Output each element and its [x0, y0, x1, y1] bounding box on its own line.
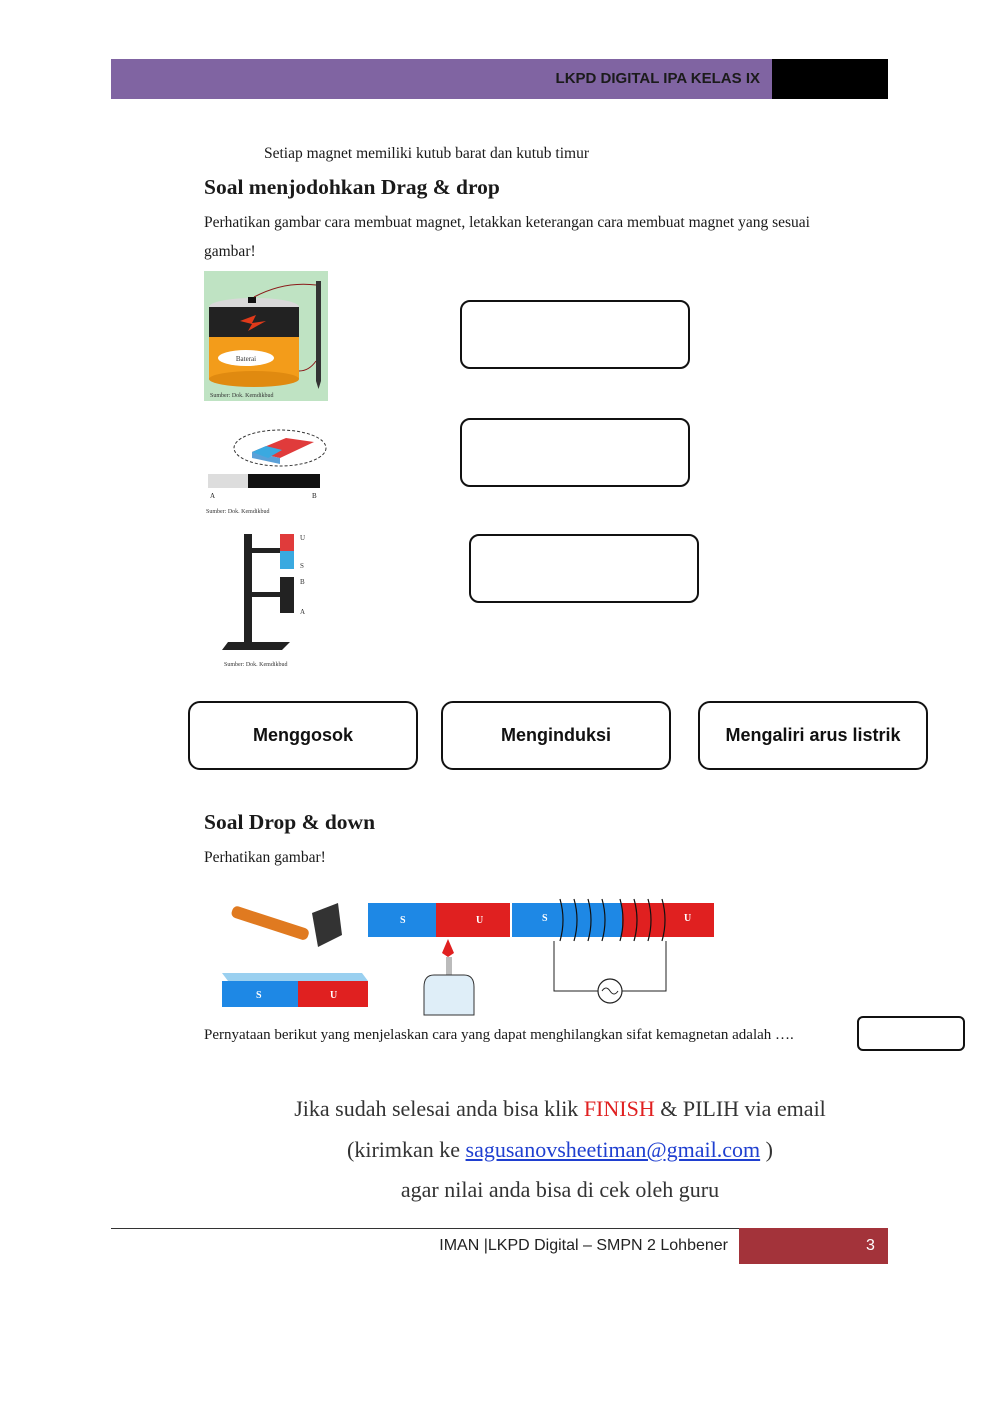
closing-line1-after: & PILIH via email — [654, 1096, 826, 1121]
magnet1-pole-s: S — [256, 990, 262, 1001]
closing-line2-after: ) — [760, 1137, 773, 1162]
section1-instruction-line2: gambar! — [204, 243, 256, 260]
image3-caption: Sumber: Dok. Kemdikbud — [224, 662, 288, 668]
battery-nail-image — [204, 271, 328, 401]
page-number: 3 — [866, 1237, 875, 1254]
answer-dropdown[interactable] — [857, 1016, 965, 1051]
closing-line2 — [60, 1137, 1000, 1163]
intro-line: Setiap magnet memiliki kutub barat dan kutub timur — [264, 145, 590, 162]
footer-divider — [111, 1228, 739, 1229]
image1-caption: Sumber: Dok. Kemdikbud — [210, 393, 274, 399]
magnet2-pole-u: U — [476, 915, 484, 926]
demagnetize-illustration — [220, 895, 720, 1020]
email-link[interactable]: sagusanovsheetiman@gmail.com — [465, 1137, 761, 1162]
magnet3-pole-s: S — [542, 913, 548, 924]
section2-question: Pernyataan berikut yang menjelaskan cara yang dapat menghilangkan sifat kemagnetan adalah …. — [204, 1027, 794, 1043]
image2-label-b: B — [312, 492, 317, 500]
choice-menggosok[interactable]: Menggosok — [188, 701, 418, 770]
finish-text: FINISH — [583, 1096, 655, 1121]
closing-line1 — [60, 1096, 1000, 1122]
closing-line1-before: Jika sudah selesai anda bisa klik — [294, 1096, 584, 1121]
image2-caption: Sumber: Dok. Kemdikbud — [206, 509, 270, 515]
image3-label-b: B — [300, 578, 305, 586]
footer-text: IMAN |LKPD Digital – SMPN 2 Lohbener — [439, 1237, 728, 1254]
closing-line2-before: (kirimkan ke — [347, 1137, 466, 1162]
magnet3-pole-u: U — [684, 913, 692, 924]
image2-label-a: A — [210, 492, 216, 500]
section1-instruction-line1: Perhatikan gambar cara membuat magnet, letakkan keterangan cara membuat magnet yang sesuai — [204, 214, 810, 231]
section1-heading: Soal menjodohkan Drag & drop — [204, 175, 500, 199]
choice-menginduksi[interactable]: Menginduksi — [441, 701, 671, 770]
battery-label: Baterai — [235, 355, 257, 363]
image3-label-a: A — [300, 608, 306, 616]
image3-label-u: U — [300, 534, 306, 542]
hammer-icon — [230, 903, 342, 947]
section2-instruction: Perhatikan gambar! — [204, 849, 326, 866]
drop-target-1[interactable] — [460, 300, 690, 369]
magnet2-pole-s: S — [400, 915, 406, 926]
choice-mengaliri-arus-listrik[interactable]: Mengaliri arus listrik — [698, 701, 928, 770]
closing-line3: agar nilai anda bisa di cek oleh guru — [400, 1177, 720, 1202]
magnet1-pole-u: U — [330, 990, 338, 1001]
image3-label-s: S — [300, 562, 304, 570]
induction-stand-image — [220, 530, 320, 670]
section2-heading: Soal Drop & down — [204, 810, 376, 834]
drop-target-2[interactable] — [460, 418, 690, 487]
header-black-block — [772, 59, 888, 99]
drop-target-3[interactable] — [469, 534, 699, 603]
rubbing-magnet-image — [204, 418, 328, 518]
header-title: LKPD DIGITAL IPA KELAS IX — [555, 70, 760, 87]
